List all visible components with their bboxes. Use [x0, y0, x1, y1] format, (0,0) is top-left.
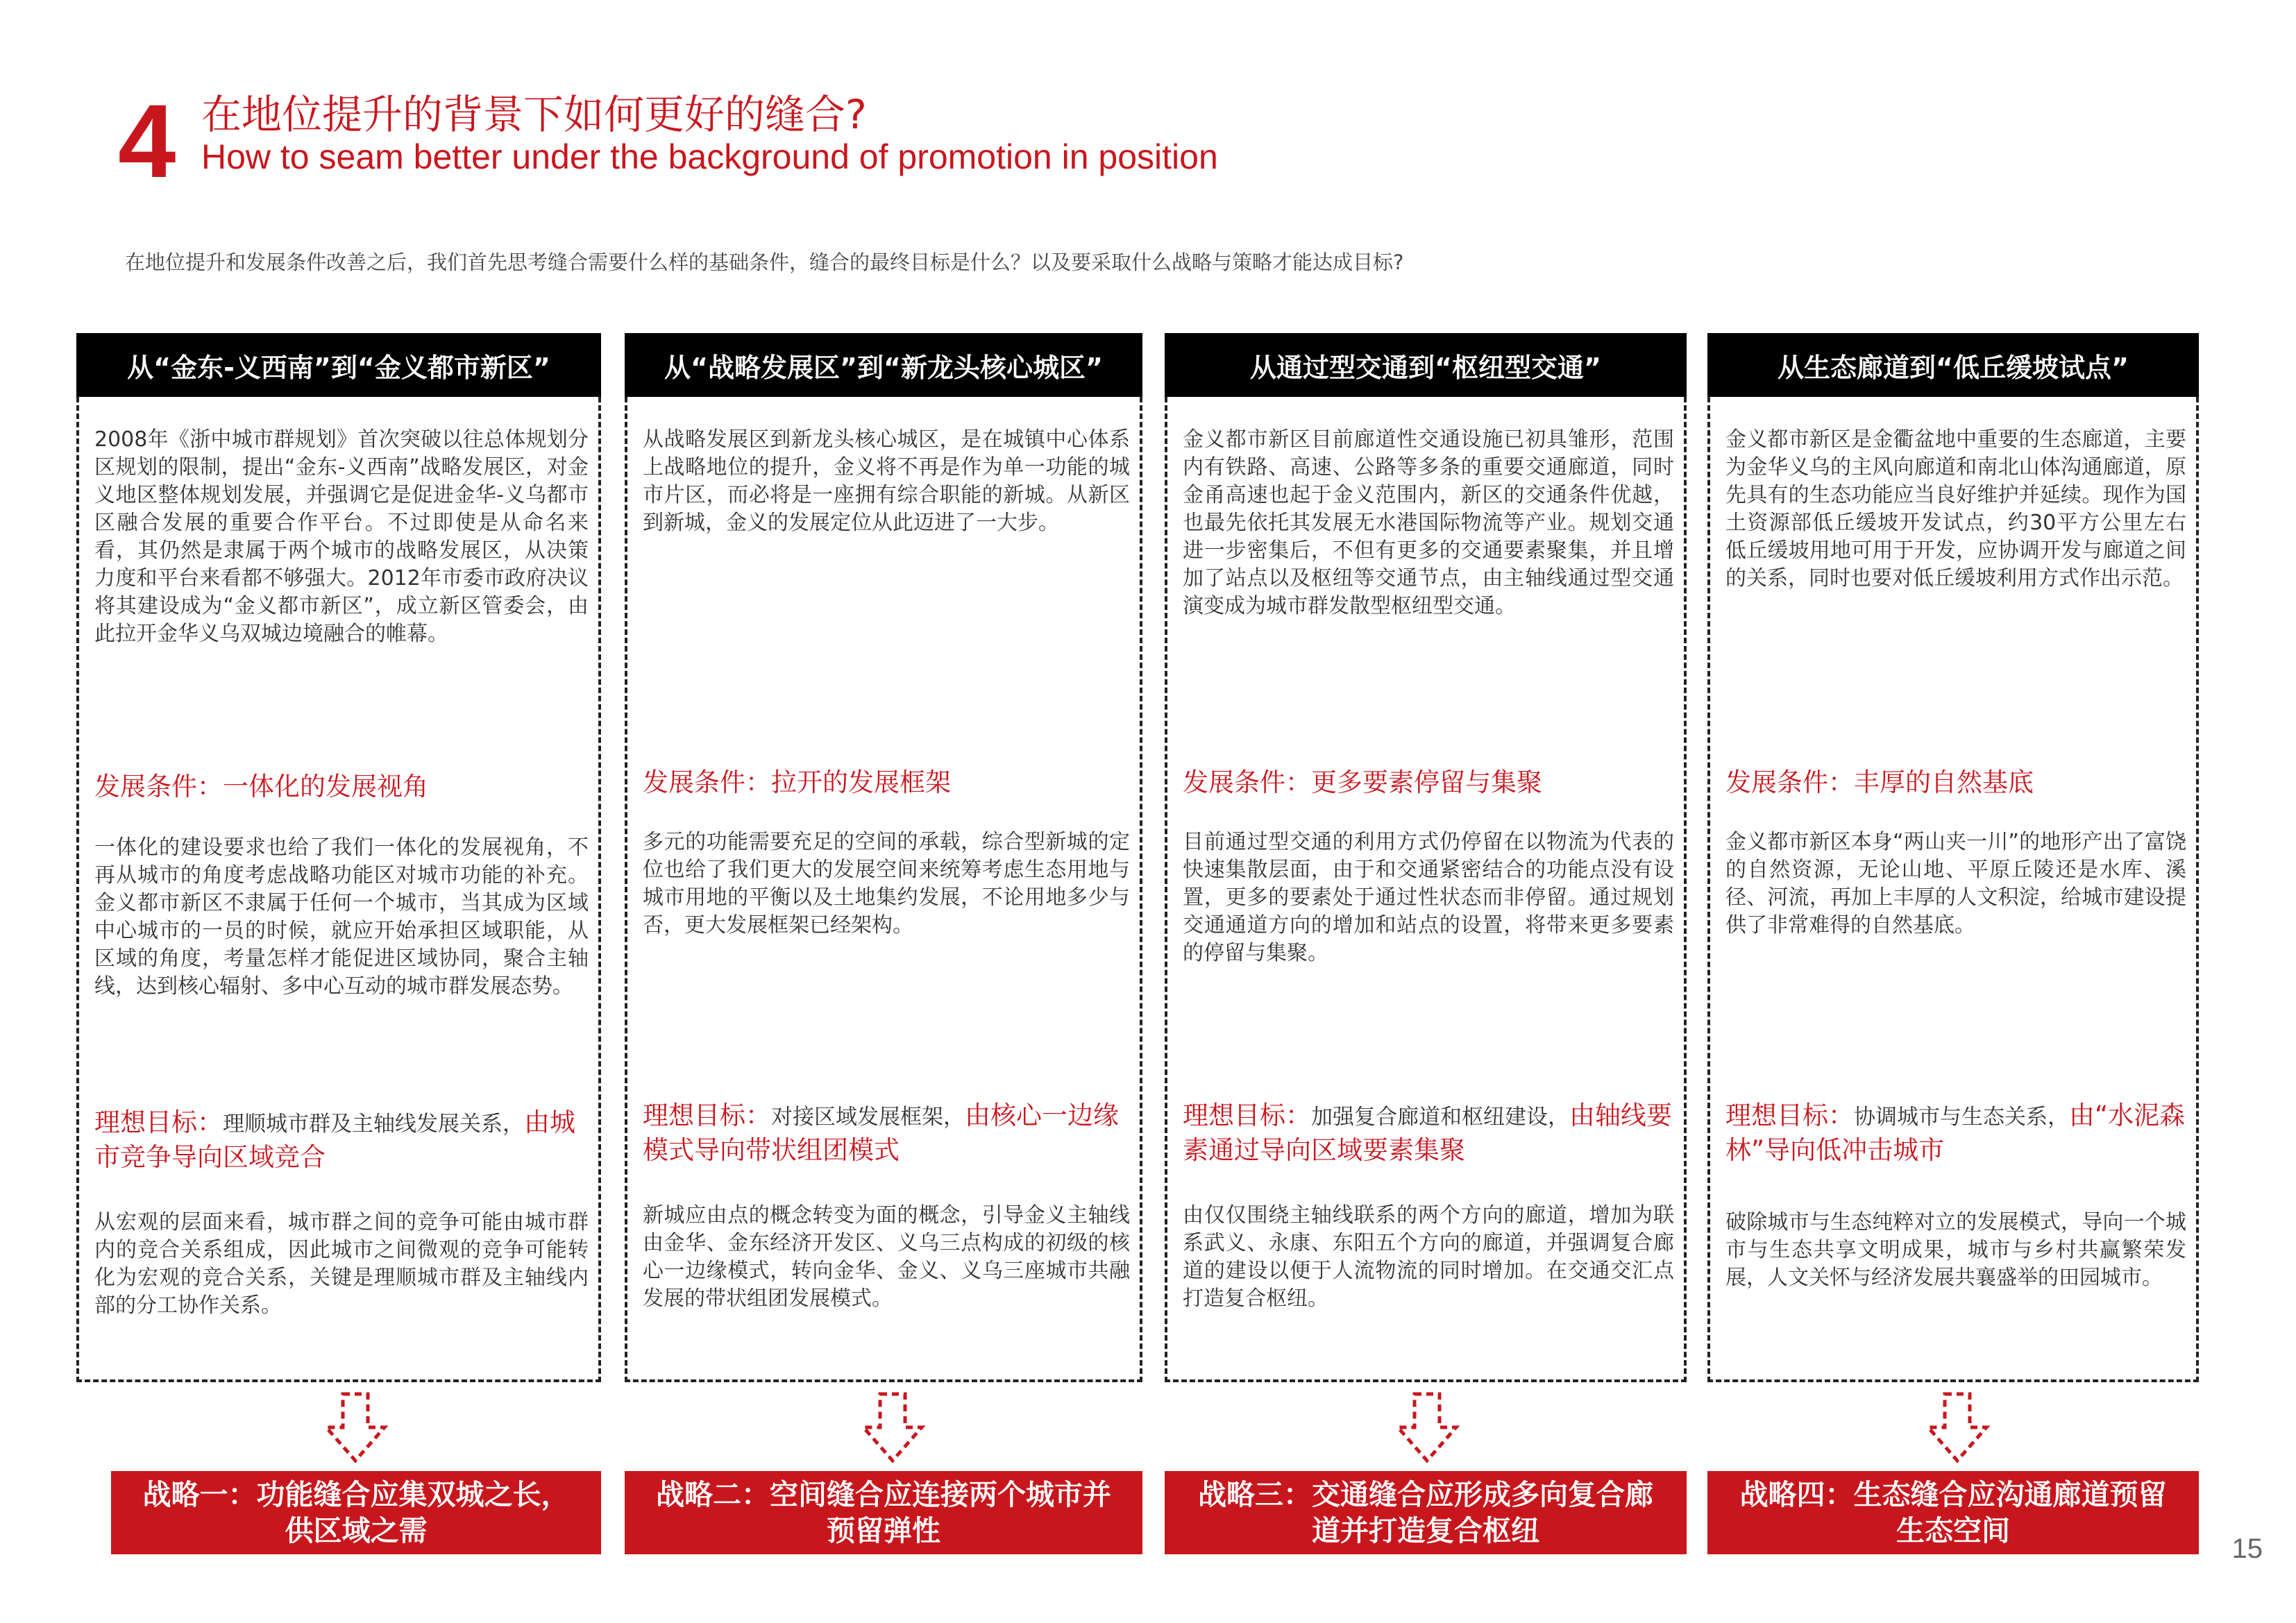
dashed-down-arrow-icon — [321, 1391, 390, 1464]
column-box — [625, 397, 1142, 1382]
column-intro-text: 从战略发展区到新龙头核心城区，是在城镇中心体系上战略地位的提升，金义将不再是作为单一功能的城市片区，而必将是一座拥有综合职能的新城。从新区到新城，金义的发展定位从此迈进了一大步。 — [643, 427, 1130, 535]
goal-tail: 由城市竞争导向区域竞合 — [94, 1107, 575, 1172]
condition-text: 金义都市新区本身“两山夹一川”的地形产出了富饶的自然资源，无论山地、平原丘陵还是水库、溪径、河流，再加上丰厚的人文积淀，给城市建设提供了非常难得的自然基底。 — [1725, 830, 2186, 937]
goal-text: 新城应由点的概念转变为面的概念，引导金义主轴线由金华、金东经济开发区、义乌三点构成的初级的核心一边缘模式，转向金华、金义、义乌三座城市共融发展的带状组团发展模式。 — [643, 1203, 1130, 1311]
goal-tail: 由“水泥森林”导向低冲击城市 — [1725, 1101, 2186, 1165]
goal-label: 理想目标： — [1183, 1101, 1311, 1130]
goal-text: 从宏观的层面来看，城市群之间的竞争可能由城市群内的竞合关系组成，因此城市之间微观的竞争可能转化为宏观的竞合关系，关键是理顺城市群及主轴线内部的分工协作关系。 — [94, 1210, 589, 1318]
goal-tail: 由轴线要素通过导向区域要素集聚 — [1183, 1101, 1672, 1165]
strategy-box-2: 战略二：空间缝合应连接两个城市并预留弹性 — [625, 1471, 1142, 1554]
page-title-en: How to seam better under the background of promotion in position — [201, 137, 1218, 176]
condition-title: 发展条件：一体化的发展视角 — [94, 772, 428, 801]
goal-title — [643, 1099, 1130, 1167]
column-box — [1707, 397, 2199, 1382]
dashed-down-arrow-icon — [1923, 1391, 1992, 1464]
column-intro-text: 金义都市新区目前廊道性交通设施已初具雏形，范围内有铁路、高速、公路等多条的重要交通廊道，同时金甬高速也起于金义范围内，新区的交通条件优越，也最先依托其发展无水港国际物流等产业。规划交通进一步密集后，不但有更多的交通要素聚集，并且增加了站点以及枢纽等交通节点，由主轴线通过型交通演变成为城市群发散型枢纽型交通。 — [1183, 427, 1674, 618]
column-intro-text: 金义都市新区是金衢盆地中重要的生态廊道，主要为金华义乌的主风向廊道和南北山体沟通廊道，原先具有的生态功能应当良好维护并延续。现作为国土资源部低丘缓坡开发试点，约30平方公里左右低丘缓坡用地可用于开发，应协调开发与廊道之间的关系，同时也要对低丘缓坡利用方式作出示范。 — [1725, 427, 2186, 590]
condition-title: 发展条件：更多要素停留与集聚 — [1183, 767, 1542, 797]
goal-mid: 理顺城市群及主轴线发展关系， — [223, 1112, 524, 1137]
goal-title — [1725, 1099, 2186, 1167]
goal-mid: 加强复合廊道和枢纽建设， — [1311, 1105, 1569, 1130]
condition-text: 一体化的建设要求也给了我们一体化的发展视角，不再从城市的角度考虑战略功能区对城市功能的补充。金义都市新区不隶属于任何一个城市，当其成为区域中心城市的一员的时候，就应开始承担区域职能，从区域的角度，考量怎样才能促进区域协同，聚合主轴线，达到核心辐射、多中心互动的城市群发展态势。 — [94, 835, 589, 999]
column-box — [1165, 397, 1687, 1382]
goal-text: 破除城市与生态纯粹对立的发展模式，导向一个城市与生态共享文明成果，城市与乡村共赢繁荣发展，人文关怀与经济发展共襄盛举的田园城市。 — [1725, 1210, 2186, 1290]
strategy-box-4: 战略四：生态缝合应沟通廊道预留生态空间 — [1707, 1471, 2199, 1554]
goal-label: 理想目标： — [94, 1107, 223, 1137]
goal-tail: 由核心一边缘模式导向带状组团模式 — [643, 1101, 1119, 1165]
column-box — [76, 397, 601, 1382]
column-heading: 从生态廊道到“低丘缓坡试点” — [1707, 333, 2199, 397]
dashed-down-arrow-icon — [1392, 1391, 1462, 1464]
column-heading: 从“战略发展区”到“新龙头核心城区” — [625, 333, 1142, 397]
column-heading: 从“金东-义西南”到“金义都市新区” — [76, 333, 601, 397]
column-heading: 从通过型交通到“枢纽型交通” — [1165, 333, 1687, 397]
goal-title — [94, 1106, 589, 1174]
goal-label: 理想目标： — [643, 1101, 771, 1130]
goal-label: 理想目标： — [1725, 1101, 1854, 1130]
condition-title: 发展条件：丰厚的自然基底 — [1725, 767, 2034, 797]
goal-title — [1183, 1099, 1674, 1167]
goal-mid: 对接区域发展框架， — [771, 1105, 965, 1130]
dashed-down-arrow-icon — [858, 1391, 927, 1464]
condition-text: 目前通过型交通的利用方式仍停留在以物流为代表的快速集散层面，由于和交通紧密结合的功能点没有设置，更多的要素处于通过性状态而非停留。通过规划交通通道方向的增加和站点的设置，将带来更多要素的停留与集聚。 — [1183, 830, 1674, 965]
condition-title: 发展条件：拉开的发展框架 — [643, 767, 951, 797]
goal-mid: 协调城市与生态关系， — [1854, 1105, 2069, 1130]
page-title-cn: 在地位提升的背景下如何更好的缝合? — [201, 91, 867, 138]
strategy-box-3: 战略三：交通缝合应形成多向复合廊道并打造复合枢纽 — [1165, 1471, 1687, 1554]
column-intro-text: 2008年《浙中城市群规划》首次突破以往总体规划分区规划的限制，提出“金东-义西南”战略发展区，对金义地区整体规划发展，并强调它是促进金华-义乌都市区融合发展的重要合作平台。不过即使是从命名来看，其仍然是隶属于两个城市的战略发展区，从决策力度和平台来看都不够强大。2012年市委市政府决议将其建设成为“金义都市新区”，成立新区管委会，由此拉开金华义乌双城边境融合的帷幕。 — [94, 427, 589, 646]
strategy-box-1: 战略一：功能缝合应集双城之长，供区域之需 — [111, 1471, 601, 1554]
section-number: 4 — [118, 83, 176, 199]
page-number: 15 — [2231, 1533, 2263, 1564]
goal-text: 由仅仅围绕主轴线联系的两个方向的廊道，增加为联系武义、永康、东阳五个方向的廊道，并强调复合廊道的建设以便于人流物流的同时增加。在交通交汇点打造复合枢纽。 — [1183, 1203, 1674, 1311]
intro-text: 在地位提升和发展条件改善之后，我们首先思考缝合需要什么样的基础条件，缝合的最终目标是什么？以及要采取什么战略与策略才能达成目标? — [125, 250, 1404, 274]
condition-text: 多元的功能需要充足的空间的承载，综合型新城的定位也给了我们更大的发展空间来统筹考虑生态用地与城市用地的平衡以及土地集约发展，不论用地多少与否，更大发展框架已经架构。 — [643, 830, 1130, 937]
